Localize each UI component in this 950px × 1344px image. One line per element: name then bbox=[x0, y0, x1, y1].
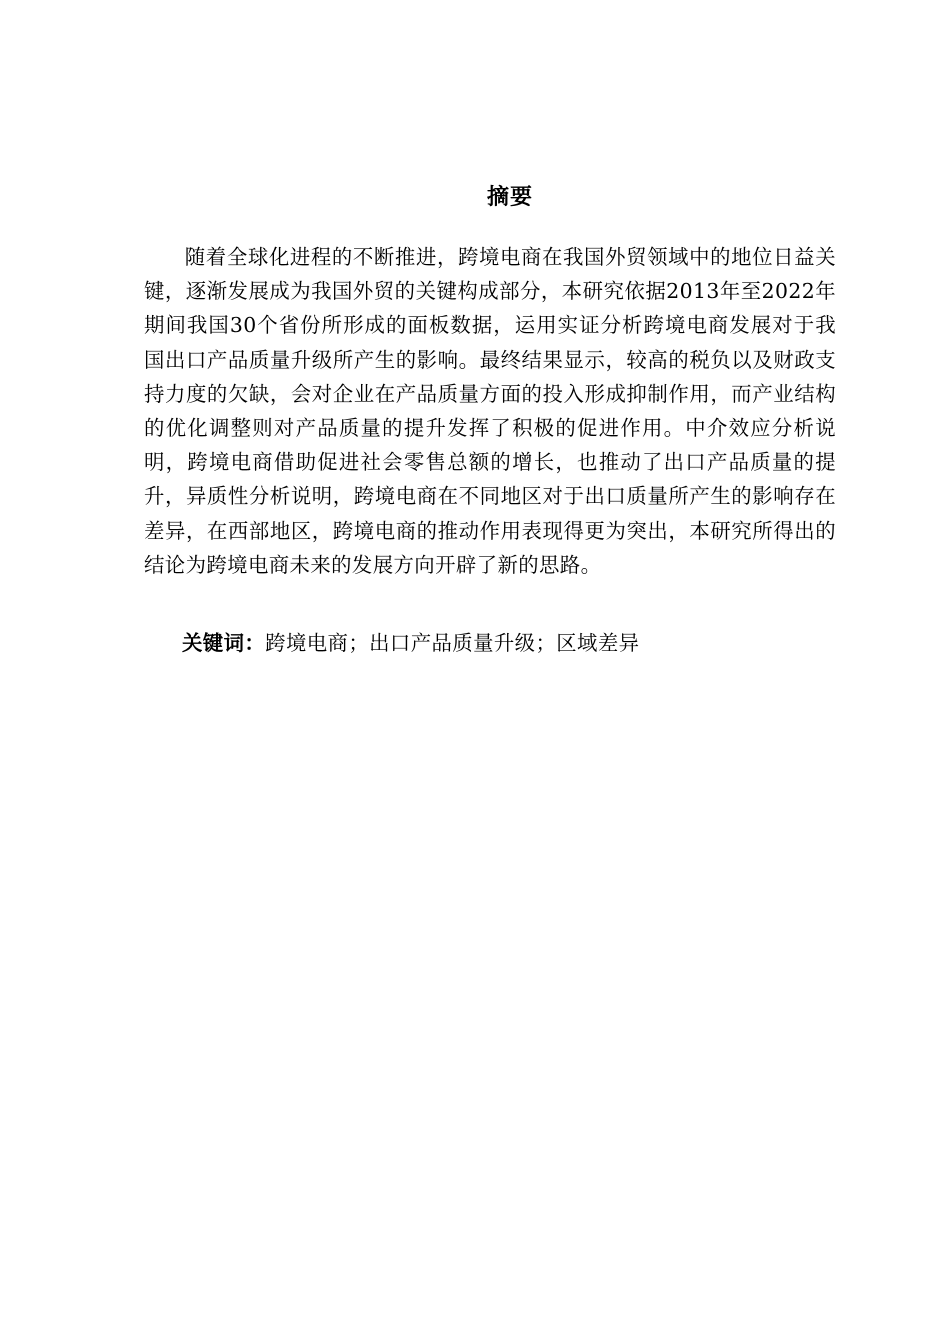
abstract-title: 摘要 bbox=[486, 185, 533, 210]
keywords-label: 关键词： bbox=[182, 631, 266, 655]
keywords-text: 跨境电商；出口产品质量升级；区域差异 bbox=[265, 631, 640, 655]
keywords-line bbox=[182, 626, 822, 660]
abstract-paragraph: 随着全球化进程的不断推进，跨境电商在我国外贸领域中的地位日益关键，逐渐发展成为我国外贸的关键构成部分，本研究依据2013年至2022年期间我国30个省份所形成的面板数据，运用实证分析跨境电商发展对于我国出口产品质量升级所产生的影响。最终结果显示，较高的税负以及财政支持力度的欠缺，会对企业在产品质量方面的投入形成抑制作用，而产业结构的优化调整则对产品质量的提升发挥了积极的促进作用。中介效应分析说明，跨境电商借助促进社会零售总额的增长，也推动了出口产品质量的提升，异质性分析说明，跨境电商在不同地区对于出口质量所产生的影响存在差异，在西部地区，跨境电商的推动作用表现得更为突出，本研究所得出的结论为跨境电商未来的发展方向开辟了新的思路。 bbox=[144, 245, 836, 577]
